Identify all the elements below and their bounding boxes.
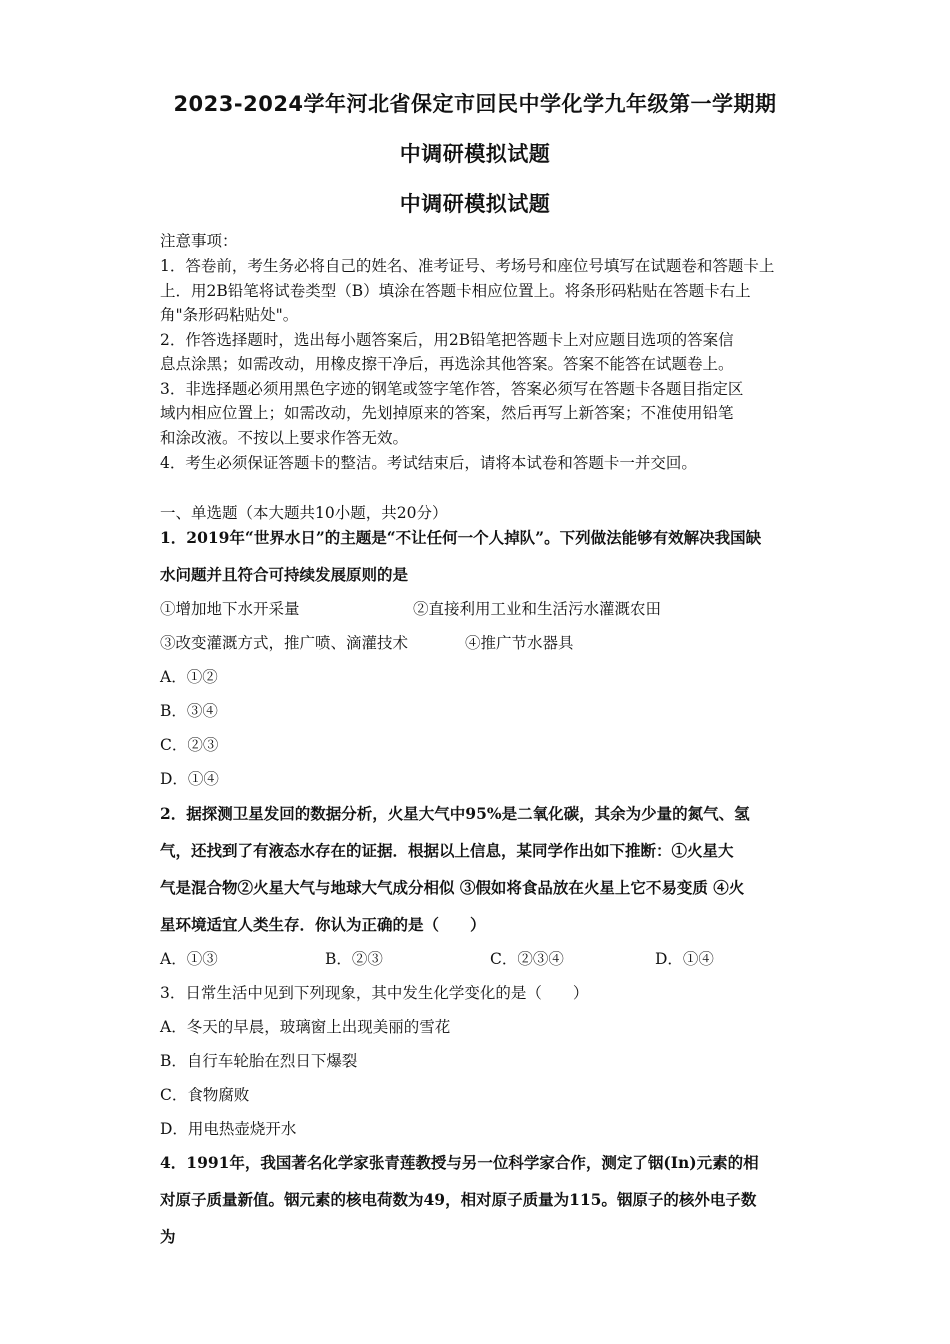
q1-item: ②直接利用工业和生活污水灌溉农田	[413, 600, 662, 618]
q3-option: D．用电热壶烧开水	[160, 1120, 297, 1138]
q2-stem-line: 星环境适宜人类生存．你认为正确的是（ ）	[160, 915, 486, 934]
notice-line: 和涂改液。不按以上要求作答无效。	[160, 429, 409, 447]
q2-option: D．①④	[655, 950, 714, 968]
notice-line: 4．考生必须保证答题卡的整洁。考试结束后，请将本试卷和答题卡一并交回。	[160, 454, 697, 472]
q1-stem-line: 1．2019年“世界水日”的主题是“不让任何一个人掉队”。下列做法能够有效解决我国缺	[160, 528, 762, 547]
q1-option: C．②③	[160, 736, 219, 754]
notice-line: 角"条形码粘贴处"。	[160, 306, 299, 324]
q1-item: ①增加地下水开采量	[160, 600, 300, 618]
q1-stem-line: 水问题并且符合可持续发展原则的是	[160, 565, 409, 584]
q2-stem-line: 气，还找到了有液态水存在的证据．根据以上信息，某同学作出如下推断：①火星大	[160, 841, 734, 860]
notice-line: 2．作答选择题时，选出每小题答案后，用2B铅笔把答题卡上对应题目选项的答案信	[160, 331, 734, 349]
notice-heading: 注意事项：	[160, 232, 238, 250]
notice-line: 域内相应位置上；如需改动，先划掉原来的答案，然后再写上新答案；不准使用铅笔	[160, 404, 734, 422]
title-line-2: 中调研模拟试题	[399, 142, 551, 166]
q2-option: A．①③	[160, 950, 218, 968]
notice-line: 3．非选择题必须用黑色字迹的钢笔或签字笔作答，答案必须写在答题卡各题目指定区	[160, 380, 744, 398]
q1-item: ④推广节水器具	[465, 634, 574, 652]
q1-option: D．①④	[160, 770, 219, 788]
title-line-3: 中调研模拟试题	[399, 192, 551, 216]
q3-stem: 3．日常生活中见到下列现象，其中发生化学变化的是（ ）	[160, 984, 589, 1002]
q2-option: C．②③④	[490, 950, 564, 968]
title-line-1: 2023-2024学年河北省保定市回民中学化学九年级第一学期期	[173, 92, 777, 116]
q4-stem-line: 4．1991年，我国著名化学家张青莲教授与另一位科学家合作，测定了铟(In)元素的相	[160, 1153, 759, 1172]
q1-option: A．①②	[160, 668, 218, 686]
q3-option: B．自行车轮胎在烈日下爆裂	[160, 1052, 358, 1070]
q2-stem-line: 2．据探测卫星发回的数据分析，火星大气中95%是二氧化碳，其余为少量的氮气、氢	[160, 804, 750, 823]
q1-item: ③改变灌溉方式，推广喷、滴灌技术	[160, 634, 409, 652]
q2-stem-line: 气是混合物②火星大气与地球大气成分相似 ③假如将食品放在火星上它不易变质 ④火	[160, 878, 745, 897]
notice-line: 息点涂黑；如需改动，用橡皮擦干净后，再选涂其他答案。答案不能答在试题卷上。	[160, 355, 734, 373]
q4-stem-line: 为	[160, 1227, 176, 1246]
q3-option: A．冬天的早晨，玻璃窗上出现美丽的雪花	[160, 1018, 451, 1036]
q3-option: C．食物腐败	[160, 1086, 250, 1104]
q2-option: B．②③	[325, 950, 383, 968]
q4-stem-line: 对原子质量新值。铟元素的核电荷数为49，相对原子质量为115。铟原子的核外电子数	[160, 1190, 757, 1209]
notice-line: 1．答卷前，考生务必将自己的姓名、准考证号、考场号和座位号填写在试题卷和答题卡上	[160, 257, 775, 275]
section-heading: 一、单选题（本大题共10小题，共20分）	[160, 504, 448, 522]
q1-option: B．③④	[160, 702, 218, 720]
notice-line: 上．用2B铅笔将试卷类型（B）填涂在答题卡相应位置上。将条形码粘贴在答题卡右上	[160, 282, 751, 300]
